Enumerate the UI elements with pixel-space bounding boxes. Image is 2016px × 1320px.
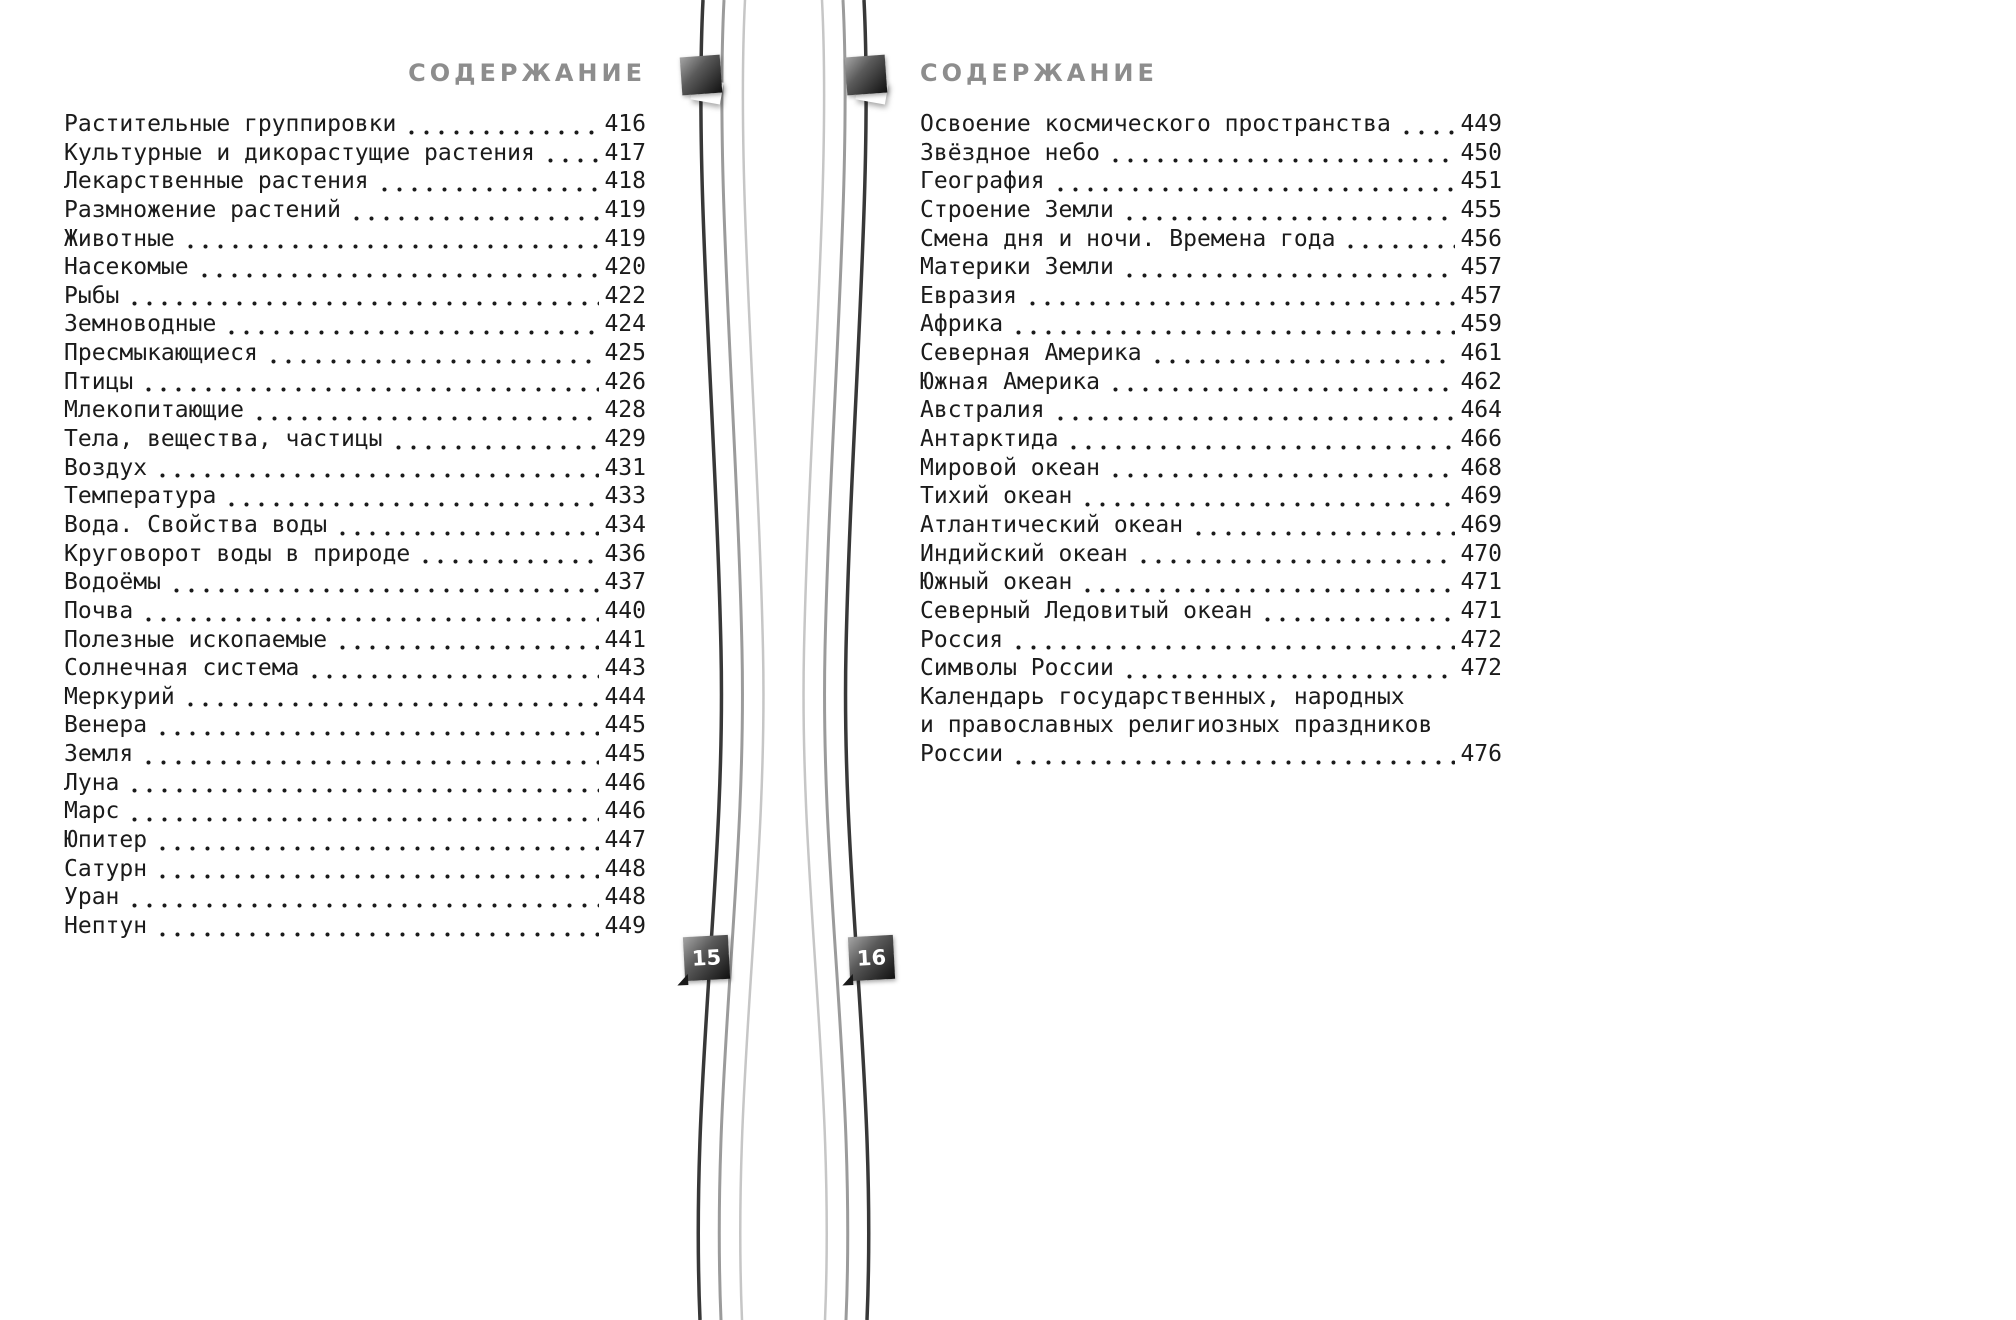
toc-entry [920, 454, 1502, 483]
toc-entry [64, 225, 646, 254]
toc-leader-dots [347, 196, 600, 225]
toc-page-number: 445 [604, 741, 646, 768]
toc-entry-title: Освоение космического пространства [920, 110, 1391, 137]
toc-entry [64, 425, 646, 454]
toc-page-number: 446 [604, 798, 646, 825]
book-page-right [920, 58, 1502, 769]
toc-entry [64, 597, 646, 626]
toc-entry [64, 797, 646, 826]
spine-line [719, 0, 742, 1320]
toc-page-number: 428 [604, 397, 646, 424]
toc-leader-dots [222, 310, 599, 339]
toc-entry [920, 310, 1502, 339]
toc-page-number: 472 [1460, 626, 1502, 653]
toc-entry [920, 253, 1502, 282]
toc-entry-title: Пресмыкающиеся [64, 340, 258, 367]
toc-page-number: 449 [1460, 110, 1502, 137]
toc-page-number: 440 [604, 597, 646, 624]
toc-leader-dots [1120, 253, 1456, 282]
toc-page-number: 436 [604, 540, 646, 567]
toc-leader-dots [153, 912, 599, 941]
page-number-label: 15 [691, 945, 722, 971]
toc-page-number: 462 [1460, 368, 1502, 395]
toc-entry-title: Млекопитающие [64, 397, 245, 424]
toc-leader-dots [1120, 196, 1456, 225]
toc-page-number: 448 [604, 884, 646, 911]
toc-entry [64, 568, 646, 597]
toc-leader-dots [1064, 425, 1455, 454]
toc-entry-title: Южный океан [920, 569, 1073, 596]
toc-entry [64, 368, 646, 397]
spine-line [804, 0, 827, 1320]
toc-page-number: 426 [604, 368, 646, 395]
toc-page-number: 457 [1460, 282, 1502, 309]
toc-entry-continuation [920, 683, 1502, 712]
toc-entry-title: Нептун [64, 912, 148, 939]
toc-entry [920, 654, 1502, 683]
toc-page-number: 470 [1460, 540, 1502, 567]
toc-entry-title: Уран [64, 884, 120, 911]
toc-page-number: 469 [1460, 511, 1502, 538]
toc-leader-dots [1189, 511, 1455, 540]
toc-entry-title: Рыбы [64, 282, 120, 309]
toc-leader-dots [153, 454, 599, 483]
toc-entry-title: Австралия [920, 397, 1045, 424]
toc-leader-dots [1051, 167, 1456, 196]
toc-entry-title: Календарь государственных, народных [920, 683, 1405, 710]
toc-entry-title: Южная Америка [920, 368, 1101, 395]
toc-entry-title: Тихий океан [920, 483, 1073, 510]
toc-entry [64, 282, 646, 311]
toc-page-number: 416 [604, 110, 646, 137]
toc-leader-dots [1009, 740, 1455, 769]
toc-page-number: 446 [604, 769, 646, 796]
toc-page-number: 466 [1460, 426, 1502, 453]
toc-entry-title: Африка [920, 311, 1004, 338]
toc-leader-dots [1106, 454, 1455, 483]
toc-entry-title: Символы России [920, 655, 1114, 682]
bookmark-tab-top-right [845, 55, 888, 96]
spine-line [698, 0, 721, 1320]
toc-entry [64, 196, 646, 225]
toc-entry-title: Звёздное небо [920, 139, 1101, 166]
toc-leader-dots [125, 883, 599, 912]
toc-page-number: 445 [604, 712, 646, 739]
toc-leader-dots [305, 654, 599, 683]
toc-entry-title: Марс [64, 798, 120, 825]
toc-entry-title: География [920, 168, 1045, 195]
toc-entry [64, 826, 646, 855]
toc-page-number: 443 [604, 655, 646, 682]
toc-page-number: 420 [604, 254, 646, 281]
toc-entry-title: Венера [64, 712, 148, 739]
toc-page-number: 433 [604, 483, 646, 510]
toc-page-number: 449 [604, 912, 646, 939]
toc-leader-dots [1120, 654, 1456, 683]
toc-entry [64, 540, 646, 569]
toc-entry-title: и православных религиозных праздников [920, 712, 1433, 739]
toc-page-number: 471 [1460, 569, 1502, 596]
toc-entry-title: Круговорот воды в природе [64, 540, 411, 567]
toc-entry [64, 253, 646, 282]
toc-leader-dots [195, 253, 600, 282]
toc-page-number: 437 [604, 569, 646, 596]
toc-entry [920, 540, 1502, 569]
spine-line [846, 0, 869, 1320]
toc-entry [920, 110, 1502, 139]
toc-entry [920, 339, 1502, 368]
toc-entry [64, 139, 646, 168]
toc-leader-dots [1341, 225, 1455, 254]
toc-entry-title: Северная Америка [920, 340, 1142, 367]
toc-entry-title: Смена дня и ночи. Времена года [920, 225, 1336, 252]
toc-entry-title: Лекарственные растения [64, 168, 369, 195]
toc-entry-title: Птицы [64, 368, 134, 395]
toc-entry-title: Сатурн [64, 855, 148, 882]
toc-entry [920, 740, 1502, 769]
toc-entry [64, 482, 646, 511]
toc-entry [920, 568, 1502, 597]
toc-page-number: 429 [604, 426, 646, 453]
toc-page-number: 419 [604, 225, 646, 252]
toc-entry-title: Земля [64, 741, 134, 768]
toc-entry-title: Мировой океан [920, 454, 1101, 481]
toc-leader-dots [1023, 282, 1456, 311]
toc-page-number: 455 [1460, 196, 1502, 223]
toc-leader-dots [1397, 110, 1456, 139]
page-number-label: 16 [856, 945, 887, 971]
toc-leader-dots [181, 683, 600, 712]
toc-entry [64, 855, 646, 884]
toc-entry [920, 282, 1502, 311]
toc-page-number: 459 [1460, 311, 1502, 338]
toc-entry [64, 683, 646, 712]
toc-entry-title: Насекомые [64, 254, 189, 281]
toc-entry-title: Атлантический океан [920, 511, 1184, 538]
toc-entry [64, 110, 646, 139]
page-number-tab-right [848, 935, 895, 981]
toc-entry [64, 396, 646, 425]
toc-entry [64, 769, 646, 798]
toc-entry-title: Антарктида [920, 426, 1059, 453]
toc-page-number: 464 [1460, 397, 1502, 424]
toc-entry [64, 626, 646, 655]
toc-page-number: 419 [604, 196, 646, 223]
toc-list [64, 110, 646, 941]
toc-entry-continuation [920, 711, 1502, 740]
toc-leader-dots [1148, 339, 1456, 368]
toc-page-number: 469 [1460, 483, 1502, 510]
toc-entry [64, 711, 646, 740]
toc-page-number: 434 [604, 511, 646, 538]
bookmark-tab-top-left [680, 55, 723, 96]
toc-entry [64, 454, 646, 483]
toc-entry-title: Юпитер [64, 827, 148, 853]
toc-entry-title: Температура [64, 483, 217, 510]
toc-page-number: 457 [1460, 254, 1502, 281]
toc-entry [920, 368, 1502, 397]
toc-leader-dots [139, 740, 599, 769]
toc-entry-title: Культурные и дикорастущие растения [64, 139, 535, 166]
toc-leader-dots [125, 282, 599, 311]
toc-entry [64, 511, 646, 540]
toc-leader-dots [1106, 139, 1455, 168]
toc-page-number: 444 [604, 683, 646, 710]
toc-entry [920, 225, 1502, 254]
toc-leader-dots [264, 339, 600, 368]
toc-entry [920, 482, 1502, 511]
toc-leader-dots [181, 225, 600, 254]
toc-leader-dots [153, 855, 599, 884]
toc-entry [64, 912, 646, 941]
toc-entry [920, 396, 1502, 425]
toc-header: СОДЕРЖАНИЕ [408, 59, 646, 87]
toc-leader-dots [389, 425, 600, 454]
toc-leader-dots [375, 167, 600, 196]
toc-entry [64, 654, 646, 683]
toc-entry-title: Россия [920, 626, 1004, 653]
toc-entry-title: Индийский океан [920, 540, 1128, 567]
page-number-tab-left [683, 935, 730, 981]
book-page-left [64, 58, 646, 941]
toc-page-number: 418 [604, 168, 646, 195]
toc-entry-title: Животные [64, 225, 175, 252]
toc-entry [64, 883, 646, 912]
toc-page-number: 441 [604, 626, 646, 653]
toc-entry-title: Материки Земли [920, 254, 1114, 281]
toc-page-number: 424 [604, 311, 646, 338]
toc-entry-title: Водоёмы [64, 569, 161, 596]
toc-leader-dots [153, 711, 599, 740]
toc-leader-dots [1106, 368, 1455, 397]
toc-leader-dots [1009, 310, 1455, 339]
toc-page-number: 461 [1460, 340, 1502, 367]
spine-line [825, 0, 848, 1320]
toc-entry-title: Размножение растений [64, 196, 341, 223]
toc-page-number: 448 [604, 855, 646, 882]
toc-page-number: 450 [1460, 139, 1502, 166]
toc-page-number: 472 [1460, 655, 1502, 682]
toc-leader-dots [1258, 597, 1455, 626]
toc-entry-title: Земноводные [64, 311, 217, 338]
toc-leader-dots [125, 797, 599, 826]
toc-list [920, 110, 1502, 769]
toc-page-number: 471 [1460, 597, 1502, 624]
toc-leader-dots [139, 597, 599, 626]
toc-entry-title: Вода. Свойства воды [64, 511, 328, 538]
toc-page-number: 468 [1460, 454, 1502, 481]
toc-entry-title: России [920, 741, 1004, 768]
toc-entry [920, 196, 1502, 225]
toc-entry [920, 139, 1502, 168]
toc-leader-dots [167, 568, 600, 597]
toc-leader-dots [153, 826, 599, 855]
toc-leader-dots [541, 139, 600, 168]
toc-entry-title: Полезные ископаемые [64, 626, 328, 653]
toc-leader-dots [250, 396, 599, 425]
toc-entry [920, 511, 1502, 540]
toc-leader-dots [416, 540, 599, 569]
toc-entry-title: Воздух [64, 454, 148, 481]
toc-entry [920, 167, 1502, 196]
toc-entry-title: Северный Ледовитый океан [920, 597, 1253, 624]
toc-page-number: 425 [604, 340, 646, 367]
toc-entry-title: Строение Земли [920, 196, 1114, 223]
toc-entry-title: Меркурий [64, 683, 175, 710]
toc-leader-dots [1051, 396, 1456, 425]
toc-entry-title: Солнечная система [64, 655, 300, 682]
toc-page-number: 447 [604, 827, 646, 853]
toc-entry [920, 597, 1502, 626]
toc-page-number: 417 [604, 139, 646, 166]
toc-leader-dots [222, 482, 599, 511]
toc-entry [920, 425, 1502, 454]
toc-leader-dots [1134, 540, 1456, 569]
toc-entry [64, 339, 646, 368]
toc-leader-dots [1078, 482, 1455, 511]
toc-leader-dots [125, 769, 599, 798]
toc-entry-title: Растительные группировки [64, 110, 397, 137]
toc-leader-dots [1009, 626, 1455, 655]
spine-line [740, 0, 763, 1320]
toc-entry-title: Луна [64, 769, 120, 796]
toc-entry [64, 740, 646, 769]
toc-leader-dots [333, 626, 599, 655]
toc-leader-dots [139, 368, 599, 397]
toc-entry-title: Тела, вещества, частицы [64, 426, 383, 453]
toc-leader-dots [333, 511, 599, 540]
toc-page-number: 451 [1460, 168, 1502, 195]
toc-entry-title: Почва [64, 597, 134, 624]
toc-page-number: 456 [1460, 225, 1502, 252]
toc-entry [920, 626, 1502, 655]
toc-leader-dots [1078, 568, 1455, 597]
toc-entry [64, 167, 646, 196]
toc-entry [64, 310, 646, 339]
toc-header: СОДЕРЖАНИЕ [920, 59, 1158, 87]
toc-entry-title: Евразия [920, 282, 1017, 309]
toc-page-number: 431 [604, 454, 646, 481]
toc-page-number: 422 [604, 282, 646, 309]
toc-page-number: 476 [1460, 741, 1502, 768]
toc-leader-dots [402, 110, 599, 139]
